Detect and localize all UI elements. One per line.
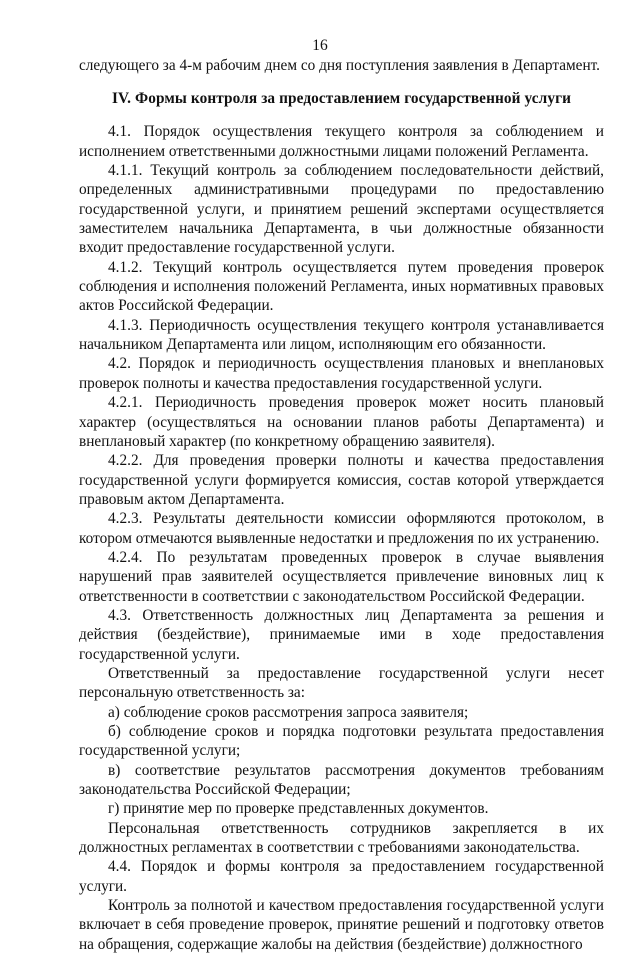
list-item-v: в) соответствие результатов рассмотрения документов требованиям законодательства Российской Федерации; [79, 761, 604, 799]
paragraph-4-2-1: 4.2.1. Периодичность проведения проверок может носить плановый характер (осуществляться на основании планов работы Департамента) и внеплановый характер (по конкретному обращению заявителя). [79, 394, 604, 450]
paragraph-personal-responsibility: Персональная ответственность сотрудников закрепляется в их должностных регламентах в соответствии с требованиями законодательства. [79, 819, 604, 857]
paragraph-control: Контроль за полнотой и качеством предоставления государственной услуги включает в себя проведение проверок, принятие решений и подготовку ответов на обращения, содержащие жалобы на действия (бездействие) должностного [79, 897, 604, 953]
page-number: 16 [312, 37, 328, 54]
list-item-a: а) соблюдение сроков рассмотрения запроса заявителя; [108, 703, 469, 721]
paragraph-responsible: Ответственный за предоставление государственной услуги несет персональную ответственность за: [79, 664, 604, 702]
paragraph-4-3: 4.3. Ответственность должностных лиц Департамента за решения и действия (бездействие), принимаемые ими в ходе предоставления государственной услуги. [79, 606, 604, 663]
paragraph-4-1: 4.1. Порядок осуществления текущего контроля за соблюдением и исполнением ответственными должностными лицами положений Регламента. [79, 123, 604, 160]
document-body [79, 56, 604, 954]
paragraph-4-2-2: 4.2.2. Для проведения проверки полноты и качества предоставления государственной услуги формируется комиссия, состав которой утверждается правовым актом Департамента. [79, 452, 604, 508]
lead-paragraph: следующего за 4-м рабочим днем со дня поступления заявления в Департамент. [79, 57, 600, 74]
paragraph-4-4: 4.4. Порядок и формы контроля за предоставлением государственной услуги. [79, 858, 604, 895]
section-title: IV. Формы контроля за предоставлением государственной услуги [111, 90, 572, 108]
list-item-b: б) соблюдение сроков и порядка подготовки результата предоставления государственной услуги; [79, 723, 604, 760]
paragraph-4-2-4: 4.2.4. По результатам проведенных проверок в случае выявления нарушений прав заявителей осуществляется привлечение виновных лиц к ответственности в соответствии с законодательством Российской Федерации. [79, 548, 604, 605]
paragraph-4-2: 4.2. Порядок и периодичность осуществления плановых и внеплановых проверок полноты и качества предоставления государственной услуги. [79, 355, 604, 392]
paragraph-4-1-1: 4.1.1. Текущий контроль за соблюдением последовательности действий, определенных административными процедурами по предоставлению государственной услуги, и принятием решений экспертами осуществляется заместителем начальника Департамента, в чьи должностные обязанности входит предоставление государственной услуги. [79, 162, 604, 257]
paragraph-4-1-2: 4.1.2. Текущий контроль осуществляется путем проведения проверок соблюдения и исполнения положений Регламента, иных нормативных правовых актов Российской Федерации. [79, 258, 604, 315]
paragraph-4-1-3: 4.1.3. Периодичность осуществления текущего контроля устанавливается начальником Департамента или лицом, исполняющим его обязанности. [79, 316, 604, 354]
paragraph-4-2-3: 4.2.3. Результаты деятельности комиссии оформляются протоколом, в котором отмечаются выявленные недостатки и предложения по их устранению. [79, 510, 604, 547]
list-item-g: г) принятие мер по проверке представленных документов. [108, 800, 489, 818]
